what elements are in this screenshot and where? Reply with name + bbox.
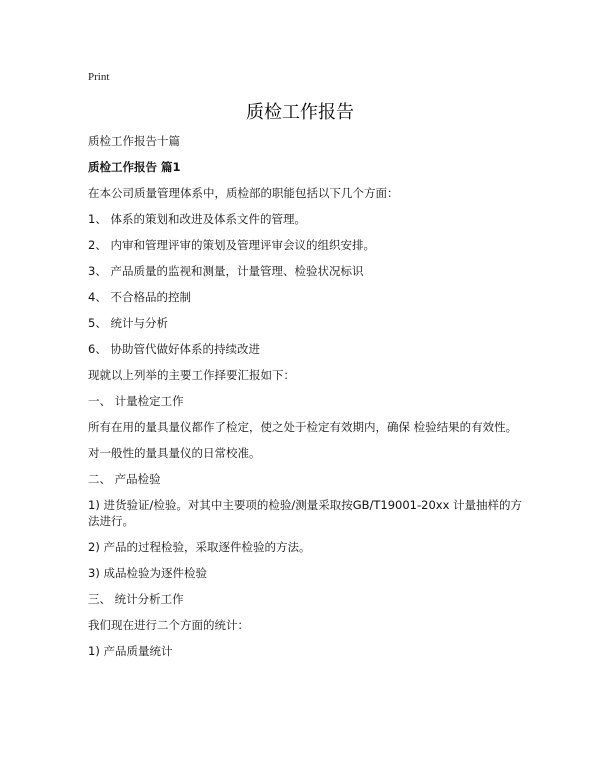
paragraph-summary: 现就以上列举的主要工作择要汇报如下： [88,368,295,382]
paragraph-calibration: 所有在用的量具量仪都作了检定，使之处于检定有效期内，确保 检验结果的有效性。 [88,420,518,434]
paragraph-intro: 在本公司质量管理体系中，质检部的职能包括以下几个方面： [88,186,399,200]
statistics-item-1: 1) 产品质量统计 [88,644,173,658]
section-heading-1: 一、 计量检定工作 [88,394,184,408]
print-label: Print [88,71,110,83]
list-item-6: 6、 协助管代做好体系的持续改进 [88,342,260,356]
inspection-item-2: 2) 产品的过程检验，采取逐件检验的方法。 [88,540,311,554]
paragraph-daily-calibration: 对一般性的量具量仪的日常校准。 [88,446,261,460]
list-item-1: 1、 体系的策划和改进及体系文件的管理。 [88,212,306,226]
section-heading-2: 二、 产品检验 [88,472,161,486]
section-heading-3: 三、 统计分析工作 [88,592,184,606]
document-body [88,133,528,669]
section-heading: 质检工作报告 篇1 [88,160,181,174]
document-subtitle: 质检工作报告十篇 [88,134,180,148]
list-item-5: 5、 统计与分析 [88,316,168,330]
inspection-item-1: 1) 进货验证/检验。对其中主要项的检验/测量采取按GB/T19001-20xx 计量抽样的方法进行。 [88,498,523,528]
inspection-item-3: 3) 成品检验为逐件检验 [88,566,207,580]
list-item-2: 2、 内审和管理评审的策划及管理评审会议的组织安排。 [88,238,375,252]
list-item-3: 3、 产品质量的监视和测量，计量管理、检验状况标识 [88,264,364,278]
paragraph-statistics: 我们现在进行二个方面的统计： [88,618,249,632]
document-title: 质检工作报告 [246,102,354,123]
list-item-4: 4、 不合格品的控制 [88,290,191,304]
